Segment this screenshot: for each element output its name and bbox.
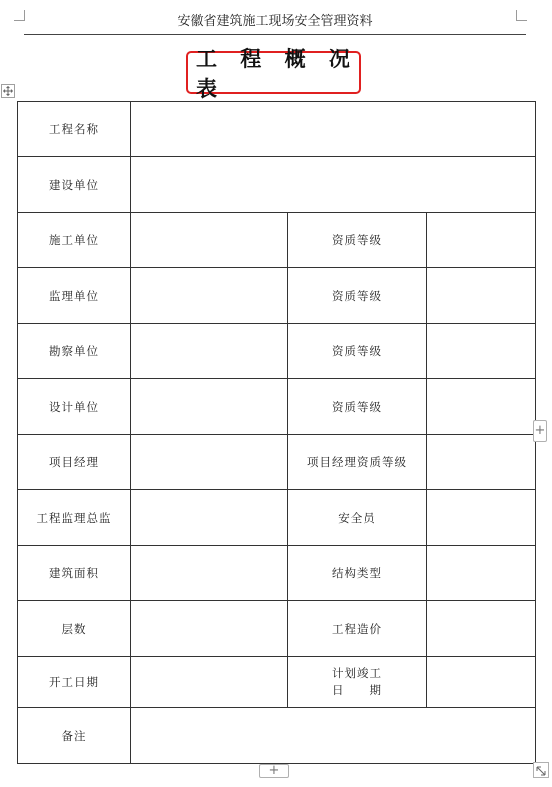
qualification-label: 资质等级: [288, 268, 427, 324]
chief-supervisor-label: 工程监理总监: [18, 490, 131, 546]
floors-value[interactable]: [131, 601, 288, 657]
table-resize-handle[interactable]: [533, 762, 549, 778]
floors-label: 层数: [18, 601, 131, 657]
start-date-value[interactable]: [131, 657, 288, 708]
project-manager-label: 项目经理: [18, 435, 131, 490]
structure-type-label: 结构类型: [288, 546, 427, 601]
table-row: [18, 379, 536, 435]
table-row: [18, 268, 536, 324]
chief-supervisor-value[interactable]: [131, 490, 288, 546]
table-row: [18, 657, 536, 708]
safety-officer-label: 安全员: [288, 490, 427, 546]
supervision-unit-value[interactable]: [131, 268, 288, 324]
contractor-value[interactable]: [131, 213, 288, 268]
table-row: [18, 546, 536, 601]
table-row: [18, 157, 536, 213]
remarks-value[interactable]: [131, 708, 536, 764]
construction-unit-label: 建设单位: [18, 157, 131, 213]
add-column-button[interactable]: +: [533, 420, 547, 442]
qualification-label: 资质等级: [288, 324, 427, 379]
project-manager-value[interactable]: [131, 435, 288, 490]
diagonal-resize-icon: [534, 764, 548, 778]
manager-qualification-value[interactable]: [427, 435, 536, 490]
qualification-value[interactable]: [427, 324, 536, 379]
survey-unit-value[interactable]: [131, 324, 288, 379]
move-arrows-icon: [3, 86, 13, 96]
contractor-label: 施工单位: [18, 213, 131, 268]
project-name-label: 工程名称: [18, 102, 131, 157]
qualification-label: 资质等级: [288, 379, 427, 435]
manager-qualification-label: 项目经理资质等级: [288, 435, 427, 490]
crop-mark-right: [516, 10, 527, 21]
survey-unit-label: 勘察单位: [18, 324, 131, 379]
page-title: 工 程 概 况 表: [196, 46, 358, 101]
remarks-label: 备注: [18, 708, 131, 764]
planned-completion-label: [288, 657, 427, 708]
table-row: [18, 435, 536, 490]
planned-completion-value[interactable]: [427, 657, 536, 708]
table-row: [18, 102, 536, 157]
qualification-value[interactable]: [427, 268, 536, 324]
qualification-label: 资质等级: [288, 213, 427, 268]
project-cost-label: 工程造价: [288, 601, 427, 657]
project-overview-table: [17, 101, 536, 764]
qualification-value[interactable]: [427, 213, 536, 268]
table-move-handle[interactable]: [1, 84, 15, 98]
add-row-button[interactable]: +: [259, 764, 289, 778]
header-text: 安徽省建筑施工现场安全管理资料: [177, 14, 373, 29]
table-row: [18, 490, 536, 546]
structure-type-value[interactable]: [427, 546, 536, 601]
construction-unit-value[interactable]: [131, 157, 536, 213]
design-unit-value[interactable]: [131, 379, 288, 435]
start-date-label: 开工日期: [18, 657, 131, 708]
safety-officer-value[interactable]: [427, 490, 536, 546]
table-row: [18, 601, 536, 657]
crop-mark-left: [14, 10, 25, 21]
planned-completion-line2: 日 期: [332, 683, 382, 697]
planned-completion-line1: 计划竣工: [332, 666, 382, 680]
table-row: [18, 708, 536, 764]
table-row: [18, 324, 536, 379]
table-row: [18, 213, 536, 268]
building-area-label: 建筑面积: [18, 546, 131, 601]
project-name-value[interactable]: [131, 102, 536, 157]
qualification-value[interactable]: [427, 379, 536, 435]
project-cost-value[interactable]: [427, 601, 536, 657]
title-highlight-box: [186, 46, 361, 101]
page-header: [24, 10, 526, 35]
building-area-value[interactable]: [131, 546, 288, 601]
design-unit-label: 设计单位: [18, 379, 131, 435]
supervision-unit-label: 监理单位: [18, 268, 131, 324]
